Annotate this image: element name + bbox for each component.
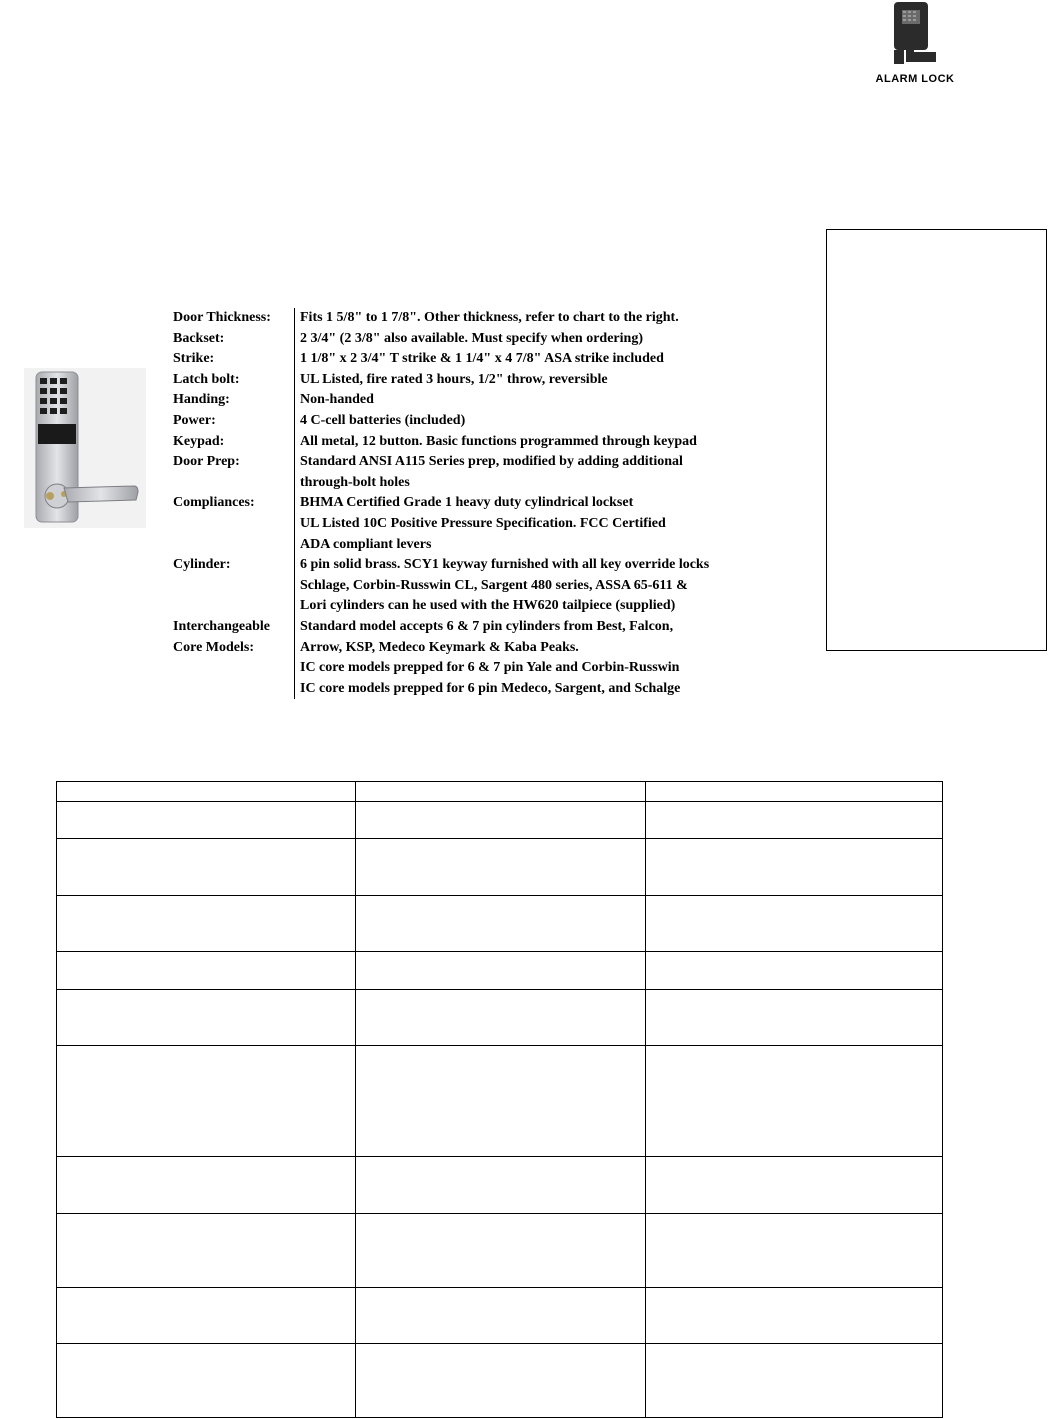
table-cell: [356, 1214, 646, 1288]
spec-value: [295, 308, 679, 329]
spec-row: [173, 452, 709, 493]
spec-label: Door Thickness:: [173, 310, 271, 325]
spec-row: [173, 329, 709, 350]
spec-line: Lori cylinders can he used with the HW620 tailpiece (supplied): [300, 598, 676, 614]
logo-text: ALARM LOCK: [875, 73, 955, 85]
spec-label: Cylinder:: [173, 557, 231, 573]
spec-row: [173, 390, 709, 411]
table-row: [57, 1288, 943, 1344]
table-row: [57, 839, 943, 896]
table-cell: [646, 782, 943, 802]
spec-value: [295, 349, 664, 370]
spec-divider: [294, 432, 295, 453]
spec-label: Handing:: [173, 392, 230, 408]
spec-row: [173, 308, 709, 329]
table-cell: [57, 1344, 356, 1418]
table-cell: [356, 990, 646, 1046]
table-cell: [646, 802, 943, 839]
spec-line: Schlage, Corbin-Russwin CL, Sargent 480 series, ASSA 65-611 &: [300, 577, 688, 593]
spec-line: Standard ANSI A115 Series prep, modified by adding additional: [300, 454, 683, 470]
spec-value: [295, 555, 709, 617]
spec-row: [173, 617, 709, 699]
spec-row: [173, 493, 709, 555]
spec-row: [173, 370, 709, 391]
grid-table: [56, 781, 943, 1418]
spec-divider: [294, 452, 295, 493]
table-cell: [356, 896, 646, 952]
table-cell: [57, 802, 356, 839]
spec-row: [173, 432, 709, 453]
spec-value: [295, 390, 374, 411]
table-row: [57, 1157, 943, 1214]
table-cell: [646, 952, 943, 990]
spec-label-line: Interchangeable: [173, 618, 270, 634]
spec-value: [295, 329, 643, 350]
spec-label: Door Prep:: [173, 454, 240, 470]
table-cell: [356, 1157, 646, 1214]
table-cell: [356, 782, 646, 802]
table-cell: [356, 952, 646, 990]
table-row: [57, 1214, 943, 1288]
table-cell: [646, 839, 943, 896]
spec-line: IC core models prepped for 6 pin Medeco, Sargent, and Schalge: [300, 680, 681, 696]
spec-line: UL Listed 10C Positive Pressure Specification. FCC Certified: [300, 515, 666, 531]
spec-label: Strike:: [173, 351, 215, 367]
spec-divider: [294, 411, 295, 432]
spec-line: BHMA Certified Grade 1 heavy duty cylindrical lockset: [300, 495, 634, 511]
table-cell: [356, 1344, 646, 1418]
table-cell: [356, 1046, 646, 1157]
spec-divider: [294, 349, 295, 370]
spec-divider: [294, 493, 295, 555]
table-cell: [646, 1288, 943, 1344]
spec-line: 4 C-cell batteries (included): [300, 412, 466, 428]
spec-value: [295, 452, 683, 493]
table-cell: [646, 990, 943, 1046]
spec-line: Standard model accepts 6 & 7 pin cylinders from Best, Falcon,: [300, 618, 674, 634]
spec-line: All metal, 12 button. Basic functions programmed through keypad: [300, 433, 697, 449]
spec-divider: [294, 308, 295, 329]
table-cell: [356, 1288, 646, 1344]
spec-label: Keypad:: [173, 433, 225, 449]
spec-value: [295, 370, 608, 391]
spec-row: [173, 555, 709, 617]
spec-line: Arrow, KSP, Medeco Keymark & Kaba Peaks.: [300, 639, 579, 655]
table-cell: [57, 990, 356, 1046]
spec-divider: [294, 390, 295, 411]
spec-value: [295, 432, 697, 453]
table-cell: [57, 1214, 356, 1288]
spec-divider: [294, 329, 295, 350]
spec-line: through-bolt holes: [300, 474, 410, 490]
spec-line: 2 3/4" (2 3/8" also available. Must specify when ordering): [300, 330, 643, 346]
spec-label: Latch bolt:: [173, 371, 240, 387]
table-cell: [57, 782, 356, 802]
table-cell: [57, 1288, 356, 1344]
table-cell: [646, 1046, 943, 1157]
spec-table: [173, 308, 709, 699]
spec-divider: [294, 370, 295, 391]
spec-label: Compliances:: [173, 495, 255, 511]
table-cell: [57, 896, 356, 952]
spec-divider: [294, 617, 295, 699]
table-cell: [57, 839, 356, 896]
spec-line: 1 1/8" x 2 3/4" T strike & 1 1/4" x 4 7/8" ASA strike included: [300, 351, 664, 367]
product-image: [24, 368, 146, 528]
spec-line: Non-handed: [300, 392, 374, 408]
spec-label: Power:: [173, 412, 216, 428]
spec-line: Fits 1 5/8" to 1 7/8". Other thickness, refer to chart to the right.: [300, 310, 679, 325]
spec-line: UL Listed, fire rated 3 hours, 1/2" throw, reversible: [300, 371, 608, 387]
spec-label: Backset:: [173, 330, 225, 346]
spec-row: [173, 411, 709, 432]
spec-label: [173, 617, 295, 699]
table-row: [57, 896, 943, 952]
table-cell: [57, 1046, 356, 1157]
side-chart-box: [826, 229, 1047, 651]
keypad-lever-lock-icon: [24, 368, 146, 528]
table-cell: [57, 952, 356, 990]
table-cell: [57, 1157, 356, 1214]
table-cell: [646, 1157, 943, 1214]
spec-value: [295, 493, 666, 555]
table-cell: [646, 1214, 943, 1288]
table-row: [57, 802, 943, 839]
brand-logo: [850, 0, 980, 86]
table-row: [57, 990, 943, 1046]
ordering-grid: [56, 781, 942, 1418]
table-row: [57, 782, 943, 802]
table-row: [57, 1344, 943, 1418]
spec-label-line: Core Models:: [173, 639, 254, 655]
table-cell: [356, 802, 646, 839]
spec-line: 6 pin solid brass. SCY1 keyway furnished with all key override locks: [300, 557, 710, 573]
spec-value: [295, 617, 680, 699]
keypad-lock-logo-icon: [850, 0, 980, 74]
table-row: [57, 1046, 943, 1157]
spec-row: [173, 349, 709, 370]
table-row: [57, 952, 943, 990]
spec-line: IC core models prepped for 6 & 7 pin Yale and Corbin-Russwin: [300, 660, 680, 676]
table-cell: [646, 1344, 943, 1418]
spec-value: [295, 411, 465, 432]
table-cell: [356, 839, 646, 896]
table-cell: [646, 896, 943, 952]
spec-line: ADA compliant levers: [300, 536, 432, 552]
spec-divider: [294, 555, 295, 617]
